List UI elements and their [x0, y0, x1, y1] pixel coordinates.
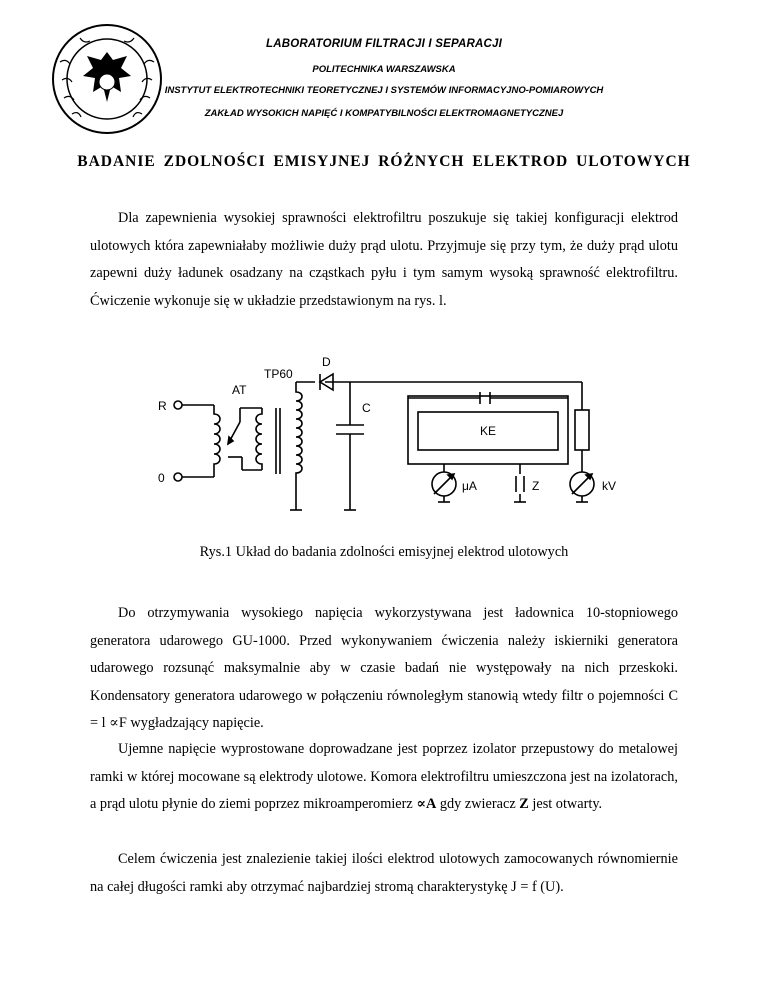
label-at: AT	[232, 383, 247, 397]
institute-name: INSTYTUT ELEKTROTECHNIKI TEORETYCZNEJ I SYSTEMÓW INFORMACYJNO-POMIAROWYCH	[164, 85, 604, 96]
label-ke: KE	[480, 424, 497, 438]
label-d: D	[322, 355, 331, 369]
paragraph-voltage	[90, 736, 678, 819]
university-name: POLITECHNIKA WARSZAWSKA	[312, 64, 456, 75]
microammeter-symbol: ∝A	[416, 796, 437, 812]
terminal-r	[174, 401, 182, 409]
circuit-diagram	[150, 352, 630, 522]
label-c: C	[362, 401, 371, 415]
label-r: R	[158, 399, 167, 413]
switch-symbol: Z	[519, 796, 529, 812]
label-kv: kV	[602, 479, 617, 493]
paragraph-voltage-mid: gdy zwieracz	[439, 796, 516, 812]
intro-paragraph: Dla zapewnienia wysokiej sprawności elektrofiltru poszukuje się takiej konfiguracji elektrod ulotowych która zapewniałaby możliwie duży prąd ulotu. Przyjmuje się przy tym, że duży prąd ulotu zapewni duży ładunek osadzany na cząstkach pyłu i tym samym wysoką sprawność elektrofiltru. Ćwiczenie wykonuje się w układzie przedstawionym na rys. l.	[90, 210, 678, 309]
department-name: ZAKŁAD WYSOKICH NAPIĘĆ I KOMPATYBILNOŚCI ELEKTROMAGNETYCZNEJ	[204, 108, 564, 119]
document-title: BADANIE ZDOLNOŚCI EMISYJNEJ RÓŻNYCH ELEKTROD ULOTOWYCH	[77, 153, 691, 170]
lab-name: LABORATORIUM FILTRACJI I SEPARACJI	[266, 38, 502, 50]
paragraph-generator: Do otrzymywania wysokiego napięcia wykorzystywana jest ładownica 10-stopniowego generatora udarowego GU-1000. Przed wykonywaniem ćwiczenia należy iskierniki generatora udarowego rozsunąć maksymalnie aby w czasie badań nie występowały na nich przeskoki. Kondensatory generatora udarowego w połączeniu równoległym stanowią wtedy filtr o pojemności C = l ∝F wygładzający napięcie.	[90, 605, 678, 731]
terminal-0	[174, 473, 182, 481]
paragraph-goal: Celem ćwiczenia jest znalezienie takiej ilości elektrod ulotowych zamocowanych równomiernie na całej długości ramki aby otrzymać najbardziej stromą charakterystykę J = f (U).	[90, 851, 678, 895]
label-0: 0	[158, 471, 165, 485]
paragraph-voltage-text: Ujemne napięcie wyprostowane doprowadzane jest poprzez izolator przepustowy do metalowej ramki w której mocowane są elektrody ulotowe. Komora elektrofiltru umieszczona jest na izolatorach, a prąd ulotu płynie do ziemi poprzez mikroamperomierz	[90, 741, 678, 812]
label-ua: μA	[462, 479, 477, 493]
figure-caption: Rys.1 Układ do badania zdolności emisyjnej elektrod ulotowych	[199, 544, 569, 560]
label-z: Z	[532, 479, 540, 493]
label-tp60: TP60	[264, 367, 293, 381]
paragraph-voltage-end: jest otwarty.	[532, 796, 603, 812]
